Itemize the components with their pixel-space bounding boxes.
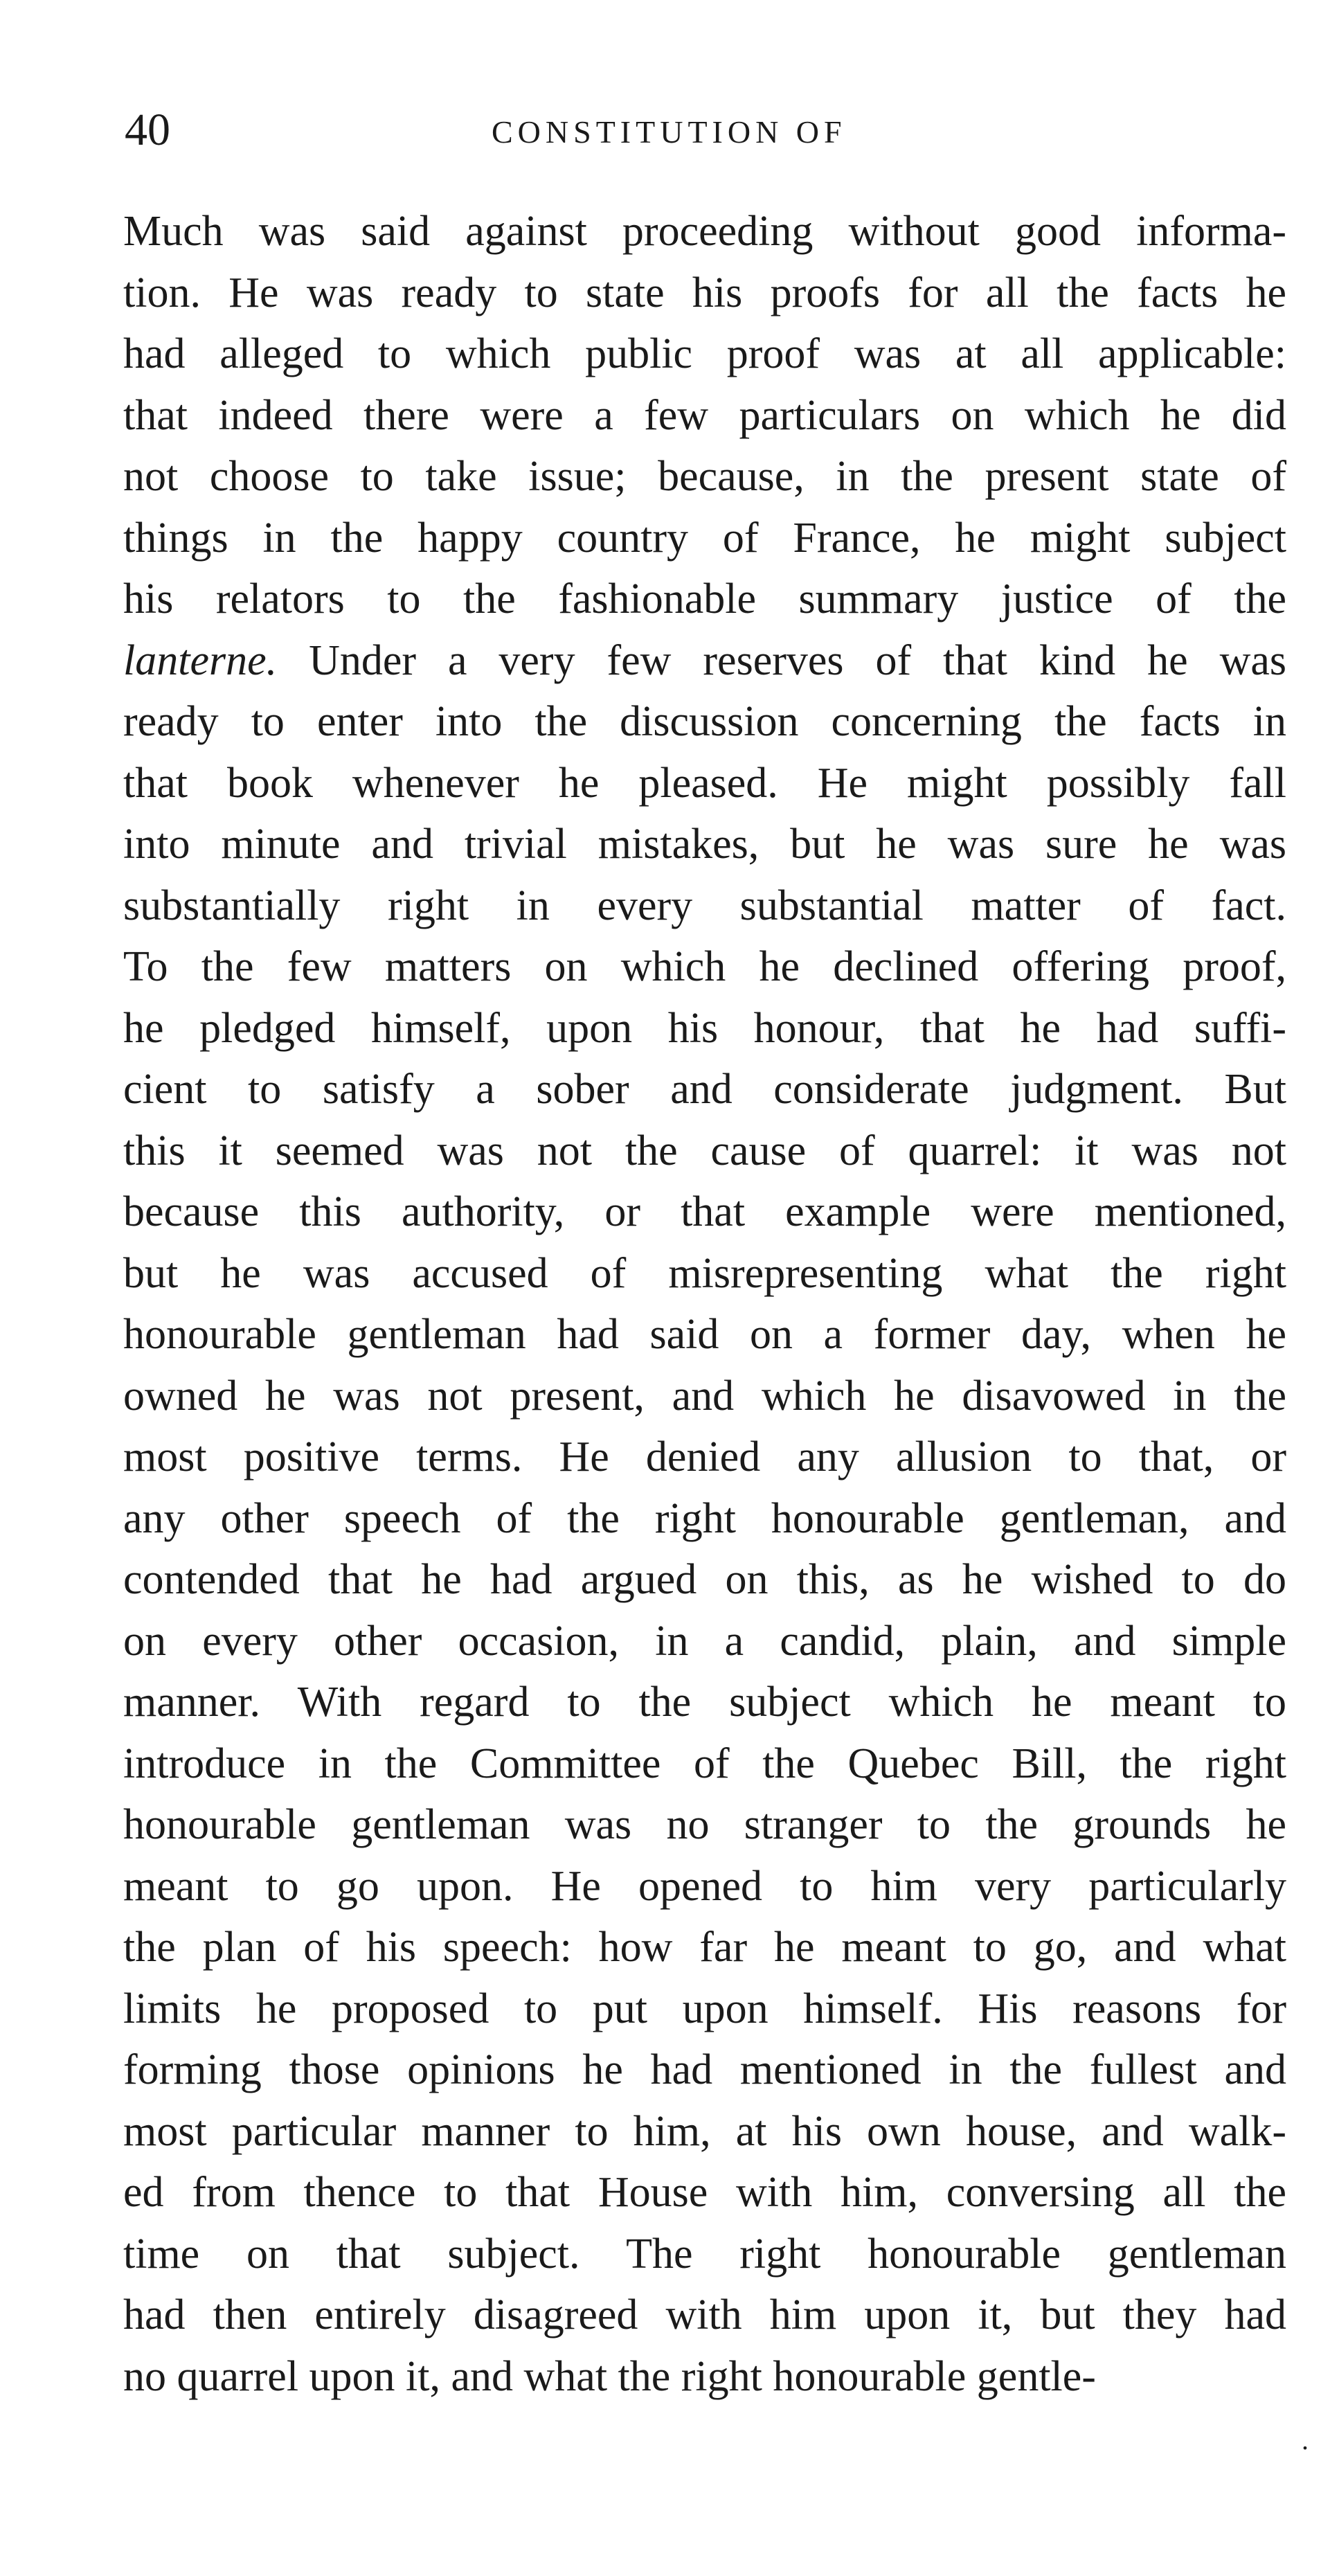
- text-line: that indeed there were a few particulars on which he did: [123, 391, 1286, 439]
- text-line: ready to enter into the discussion concerning the facts in: [123, 698, 1286, 745]
- text-line: the plan of his speech: how far he meant to go, and what: [123, 1924, 1286, 1971]
- text-line: into minute and trivial mistakes, but he was sure he was: [123, 821, 1286, 868]
- page-header: [118, 104, 1288, 166]
- text-line: he pledged himself, upon his honour, that he had suffi-: [123, 1004, 1286, 1052]
- text-line: owned he was not present, and which he disavowed in the: [123, 1372, 1286, 1420]
- text-line: time on that subject. The right honourable gentleman: [123, 2230, 1286, 2278]
- text-line: ed from thence to that House with him, conversing all the: [123, 2169, 1286, 2216]
- text-line: on every other occasion, in a candid, plain, and simple: [123, 1617, 1286, 1665]
- text-line: any other speech of the right honourable gentleman, and: [123, 1494, 1286, 1542]
- text-line: his relators to the fashionable summary justice of the: [123, 575, 1286, 623]
- italic-word: lanterne.: [123, 636, 278, 684]
- text-line: had then entirely disagreed with him upon it, but they had: [123, 2291, 1286, 2338]
- text-line: most positive terms. He denied any allusion to that, or: [123, 1433, 1286, 1481]
- text-line: things in the happy country of France, he might subject: [123, 514, 1286, 562]
- text-line: not choose to take issue; because, in the present state of: [123, 453, 1286, 500]
- text-line: honourable gentleman had said on a former day, when he: [123, 1311, 1286, 1358]
- text-line: this it seemed was not the cause of quarrel: it was not: [123, 1127, 1286, 1174]
- text-line: forming those opinions he had mentioned in the fullest and: [123, 2046, 1286, 2093]
- text-line: that book whenever he pleased. He might possibly fall: [123, 759, 1286, 807]
- text-line-italic-start: lanterne. Under a very few reserves of that kind he was: [123, 636, 1286, 684]
- text-line: contended that he had argued on this, as he wished to do: [123, 1556, 1286, 1603]
- running-head: CONSTITUTION OF: [492, 114, 847, 150]
- text-line: manner. With regard to the subject which he meant to: [123, 1679, 1286, 1726]
- text-line: most particular manner to him, at his own house, and walk-: [123, 2107, 1286, 2155]
- text-line-last: no quarrel upon it, and what the right honourable gentle-: [123, 2352, 1096, 2400]
- text-line: honourable gentleman was no stranger to the grounds he: [123, 1801, 1286, 1848]
- text-line: To the few matters on which he declined offering proof,: [123, 943, 1286, 990]
- text-line: but he was accused of misrepresenting what the right: [123, 1249, 1286, 1297]
- text-line: meant to go upon. He opened to him very particularly: [123, 1862, 1286, 1910]
- text-line: because this authority, or that example were mentioned,: [123, 1188, 1286, 1235]
- text-line: had alleged to which public proof was at all applicable:: [123, 330, 1286, 377]
- page-number: 40: [125, 105, 170, 155]
- body-text: [123, 201, 1286, 2407]
- text-line: cient to satisfy a sober and considerate judgment. But: [123, 1066, 1286, 1113]
- text-line: limits he proposed to put upon himself. His reasons for: [123, 1985, 1286, 2032]
- text-line: substantially right in every substantial matter of fact.: [123, 882, 1286, 929]
- print-speck: .: [1302, 2424, 1309, 2456]
- text-line: tion. He was ready to state his proofs for all the facts he: [123, 269, 1286, 316]
- text-line: introduce in the Committee of the Quebec Bill, the right: [123, 1739, 1286, 1787]
- text-line: Much was said against proceeding without good informa-: [123, 208, 1286, 255]
